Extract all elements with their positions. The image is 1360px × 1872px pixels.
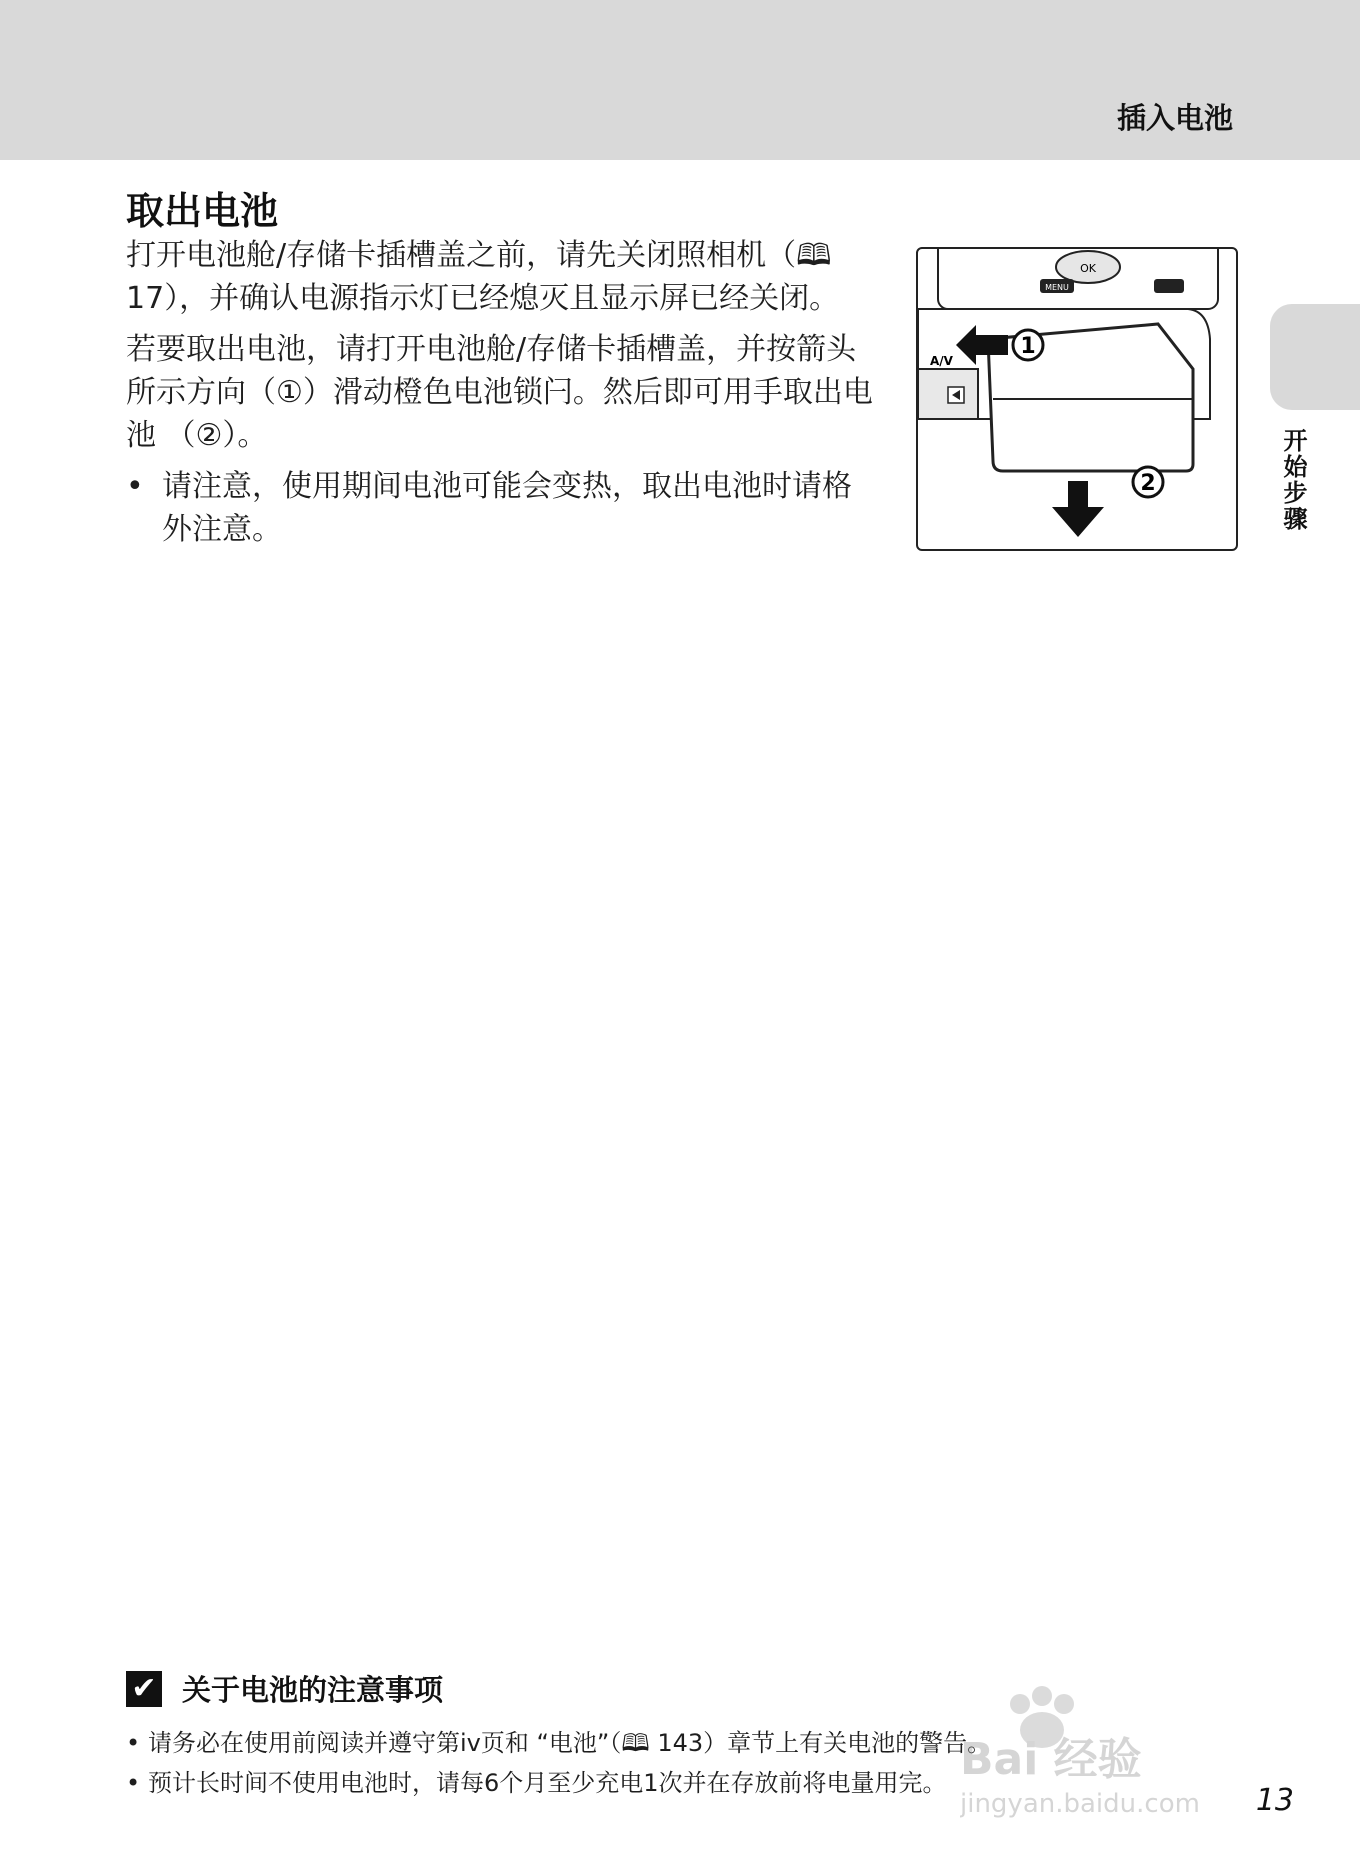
watermark-text: Bai 经验 bbox=[960, 1734, 1142, 1785]
paw-toe bbox=[1010, 1694, 1030, 1714]
paw-toe bbox=[1054, 1694, 1074, 1714]
body-text bbox=[126, 234, 878, 551]
para1-ref-page: 17 bbox=[126, 281, 165, 316]
notes-title: 关于电池的注意事项 bbox=[182, 1673, 444, 1707]
paragraph-remove-battery: 若要取出电池，请打开电池舱/存储卡插槽盖，并按箭头所示方向（①）滑动橙色电池锁闩。然后即可用手取出电池 （②）。 bbox=[126, 332, 873, 453]
note-text-a: 请务必在使用前阅读并遵守第iv页和 “电池”（ bbox=[148, 1729, 622, 1757]
step1-label: 1 bbox=[1020, 334, 1036, 359]
step2-label: 2 bbox=[1140, 471, 1156, 496]
delete-button bbox=[1154, 279, 1184, 293]
note-ref-page: 143 bbox=[657, 1729, 704, 1757]
running-header: 插入电池 bbox=[1116, 101, 1233, 135]
paw-toe bbox=[1032, 1686, 1052, 1706]
battery-removal-figure bbox=[916, 247, 1238, 551]
paragraph-power-off bbox=[126, 234, 878, 320]
page-number: 13 bbox=[1255, 1783, 1294, 1818]
ok-label: OK bbox=[1080, 262, 1096, 275]
book-reference-icon: 🕮 bbox=[621, 1729, 650, 1757]
section-title: 取出电池 bbox=[126, 189, 279, 233]
bullet-heat-warning bbox=[126, 465, 878, 551]
menu-label: MENU bbox=[1045, 283, 1069, 292]
chapter-tab bbox=[1270, 304, 1360, 410]
note-text: 预计长时间不使用电池时，请每6个月至少充电1次并在存放前将电量用完。 bbox=[148, 1769, 947, 1797]
book-reference-icon: 🕮 bbox=[796, 238, 832, 273]
note-text-b: ）章节上有关电池的警告。 bbox=[703, 1729, 992, 1757]
para1-text-a: 打开电池舱/存储卡插槽盖之前，请先关闭照相机（ bbox=[126, 238, 797, 273]
bullet-dot: • bbox=[126, 1769, 141, 1797]
watermark-logo bbox=[960, 1682, 1290, 1822]
arrow-pull-battery-icon bbox=[1052, 481, 1104, 537]
watermark-url: jingyan.baidu.com bbox=[960, 1789, 1200, 1819]
note-text bbox=[148, 1723, 991, 1763]
camera-illustration bbox=[918, 249, 1236, 549]
bullet-text: 请注意，使用期间电池可能会变热，取出电池时请格外注意。 bbox=[162, 469, 852, 547]
bullet-dot: • bbox=[126, 469, 144, 504]
check-icon: ✔ bbox=[126, 1671, 162, 1707]
port-label: A/V bbox=[930, 354, 953, 368]
bullet-dot: • bbox=[126, 1729, 141, 1757]
para1-text-b: ），并确认电源指示灯已经熄灭且显示屏已经关闭。 bbox=[164, 281, 840, 316]
chapter-tab-label: 开始步骤 bbox=[1279, 428, 1307, 532]
